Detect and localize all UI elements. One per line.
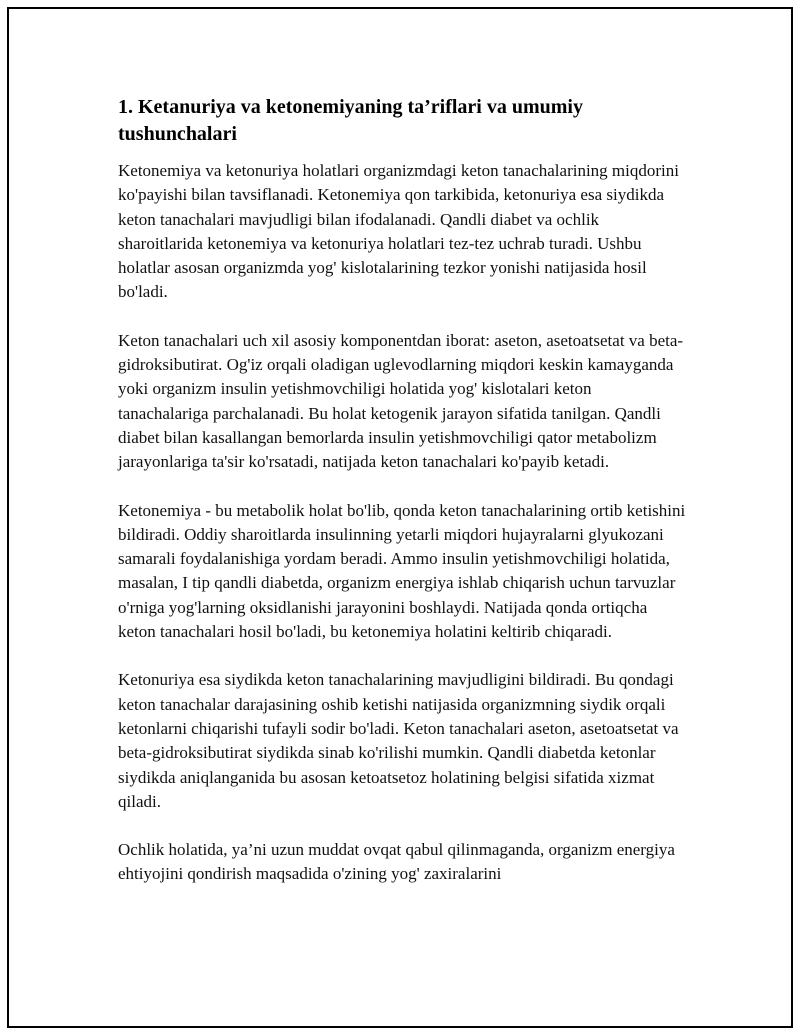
paragraph: Ketonemiya va ketonuriya holatlari organizmdagi keton tanachalarining miqdorini ko'payishi bilan tavsiflanadi. Ketonemiya qon tarkibida, ketonuriya esa siydikda keton tanachalari mavjudligi bilan ifodalanadi. Qandli diabet va ochlik sharoitlarida ketonemiya va ketonuriya holatlari tez-tez uchrab turadi. Ushbu holatlar asosan organizmda yog' kislotalarining tezkor yonishi natijasida hosil bo'ladi. (118, 161, 679, 302)
paragraph: Keton tanachalari uch xil asosiy komponentdan iborat: aseton, asetoatsetat va beta-gidroksibutirat. Og'iz orqali oladigan uglevodlarning miqdori keskin kamayganda yoki organizm insulin yetishmovchiligi holatida yog' kislotalari keton tanachalariga parchalanadi. Bu holat ketogenik jarayon sifatida tanilgan. Qandli diabet bilan kasallangan bemorlarda insulin yetishmovchiligi qator metabolizm jarayonlariga ta'sir ko'rsatadi, natijada keton tanachalari ko'payib ketadi. (118, 330, 684, 472)
paragraph: Ketonemiya - bu metabolik holat bo'lib, qonda keton tanachalarining ortib ketishini bildiradi. Oddiy sharoitlarda insulinning yetarli miqdori hujayralarni glyukozani samarali foydalanishiga yordam beradi. Ammo insulin yetishmovchiligi holatida, masalan, I tip qandli diabetda, organizm energiya ishlab chiqarish uchun tarvuzlar o'rniga yog'larning oksidlanishi jarayonini boshlaydi. Natijada qonda ortiqcha keton tanachalari hosil bo'ladi, bu ketonemiya holatini keltirib chiqaradi. (118, 500, 686, 642)
section-title: 1. Ketanuriya va ketonemiyaning ta’riflari va umumiy tushunchalari (118, 96, 583, 145)
document-body (118, 94, 686, 887)
paragraph: Ochlik holatida, ya’ni uzun muddat ovqat qabul qilinmaganda, organizm energiya ehtiyojini qondirish maqsadida o'zining yog' zaxiralarini (118, 840, 675, 884)
paragraph: Ketonuriya esa siydikda keton tanachalarining mavjudligini bildiradi. Bu qondagi keton tanachalar darajasining oshib ketishi natijasida organizmning siydik orqali ketonlarni chiqarishi tufayli sodir bo'ladi. Keton tanachalari aseton, asetoatsetat va beta-gidroksibutirat siydikda sinab ko'rilishi mumkin. Qandli diabetda ketonlar siydikda aniqlanganida bu asosan ketoatsetoz holatining belgisi sifatida xizmat qiladi. (118, 670, 679, 811)
